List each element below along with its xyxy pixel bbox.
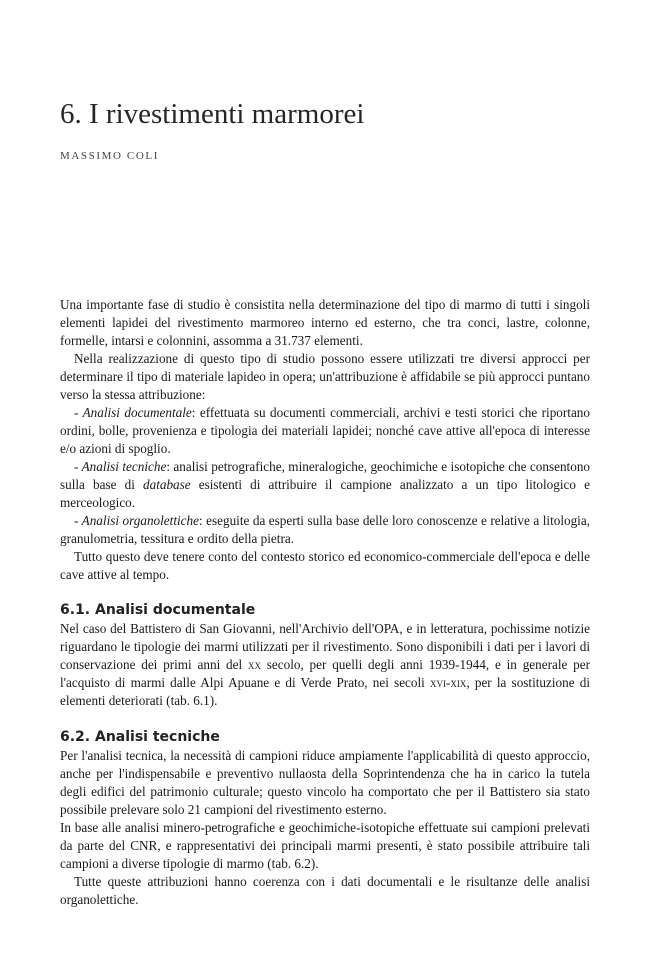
approach-item-tecniche (60, 458, 590, 512)
section-paragraph: Per l'analisi tecnica, la necessità di campioni riduce ampiamente l'applicabilità di questo approccio, anche per l'indispensabile e preventivo nullaosta della Soprintendenza che ha in carico la tutela degli edifici del patrimonio culturale; questo vincolo ha comportato che per il Battistero sia stato possibile prelevare solo 21 campioni del rivestimento esterno. (60, 748, 590, 817)
section-paragraph: In base alle analisi minero-petrografiche e geochimiche-isotopiche effettuate sui campioni prelevati da parte del CNR, e rappresentativi dei principali marmi presenti, è stato possibile attribuire tali campioni a diverse tipologie di marmo (tab. 6.2). (60, 820, 590, 871)
emphasis-term: database (143, 477, 191, 492)
approach-label: - Analisi documentale (74, 405, 192, 420)
section-heading: 6.1. Analisi documentale (60, 602, 256, 618)
approach-item-organolettiche (60, 512, 590, 548)
century-numeral: xvi-xix (430, 675, 467, 690)
section-paragraph (60, 620, 590, 710)
approach-label: - Analisi tecniche (74, 459, 167, 474)
intro-paragraph: Nella realizzazione di questo tipo di studio possono essere utilizzati tre diversi approcci per determinare il tipo di materiale lapideo in opera; un'attribuzione è affidabile se più approcci puntano verso la stessa attribuzione: (60, 351, 590, 402)
approach-text: : effettuata su documenti commerciali, archivi e testi storici che riportano ordini, bolle, provenienza e tipologia dei materiali lapidei; nonché cave attive all'epoca di interesse e/o azioni di spoglio. (60, 405, 590, 456)
approach-text: esistenti di attribuire il campione analizzato a un tipo litologico e merceologico. (60, 477, 590, 510)
approach-text: : eseguite da esperti sulla base delle loro conoscenze e relative a litologia, granulometria, tessitura e ordito della pietra. (60, 513, 590, 546)
intro-paragraph: Una importante fase di studio è consistita nella determinazione del tipo di marmo di tutti i singoli elementi lapidei del rivestimento marmoreo interno ed esterno, che tra conci, lastre, colonne, formelle, intarsi e colonnini, assomma a 31.737 elementi. (60, 297, 590, 348)
section-paragraph: Tutte queste attribuzioni hanno coerenza con i dati documentali e le risultanze delle analisi organolettiche. (60, 874, 590, 907)
approach-label: - Analisi organolettiche (74, 513, 199, 528)
chapter-title: 6. I rivestimenti marmorei (60, 98, 365, 130)
chapter-author: MASSIMO COLI (60, 150, 159, 162)
section-text: , per la sostituzione di elementi deteriorati (tab. 6.1). (60, 675, 590, 708)
century-numeral: xx (247, 657, 261, 672)
chapter-body (60, 296, 590, 909)
intro-paragraph: Tutto questo deve tenere conto del contesto storico ed economico-commerciale dell'epoca e delle cave attive al tempo. (60, 549, 590, 582)
section-text: Nel caso del Battistero di San Giovanni, nell'Archivio dell'OPA, e in letteratura, pochissime notizie riguardano le tipologie dei marmi utilizzati per il rivestimento. Sono disponibili i dati per i lavori di conservazione dei primi anni del (60, 621, 590, 672)
approach-item-documentale (60, 404, 590, 458)
section-heading: 6.2. Analisi tecniche (60, 729, 220, 745)
section-text: secolo, per quelli degli anni 1939-1944, e in generale per l'acquisto di marmi dalle Alpi Apuane e di Verde Prato, nei secoli (60, 657, 590, 690)
approach-text: : analisi petrografiche, mineralogiche, geochimiche e isotopiche che consentono sulla base di (60, 459, 591, 492)
